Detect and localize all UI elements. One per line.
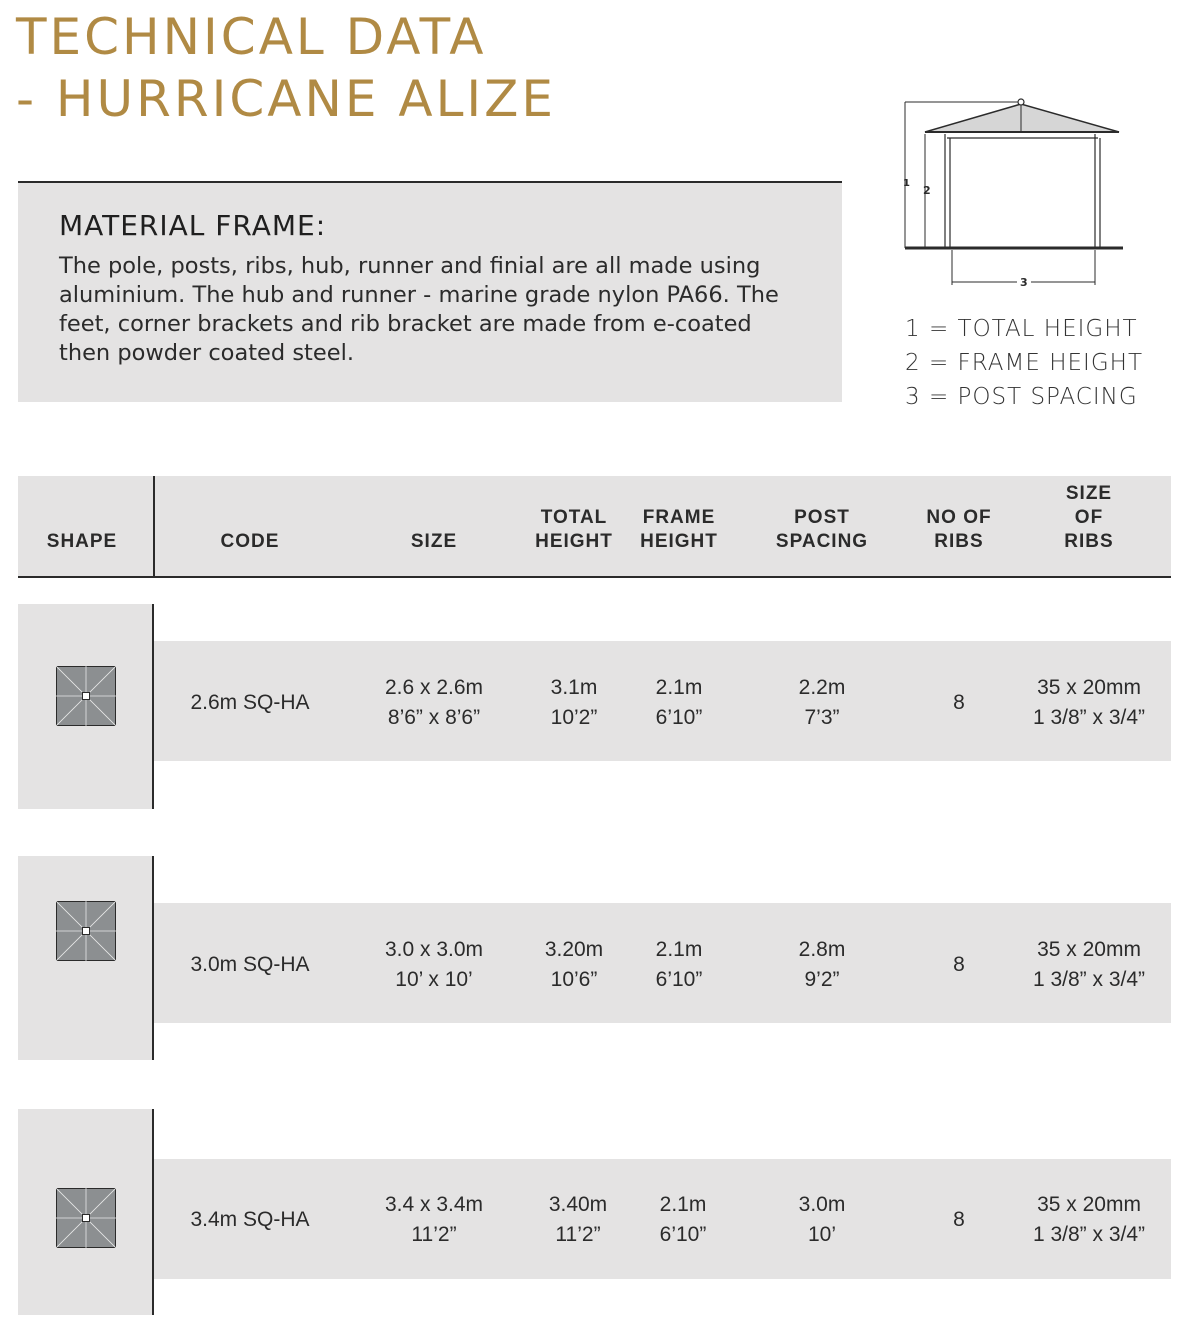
post-spacing-metric: 3.0m — [798, 1193, 846, 1216]
material-description: The pole, posts, ribs, hub, runner and finial are all made using aluminium. The hub and runner - marine grade nylon PA66. The feet, corner brackets and rib bracket are made from e-coated then powder coated steel. — [59, 253, 779, 366]
shape-cell — [18, 856, 154, 1060]
post-spacing-cell — [799, 673, 846, 733]
table-row — [18, 856, 1171, 1060]
square-canopy-icon — [56, 1188, 116, 1248]
post-spacing-metric: 2.8m — [798, 938, 846, 961]
table-row — [18, 604, 1171, 809]
rib-size-imperial: 1 3/8” x 3/4” — [1032, 968, 1146, 991]
rib-size-metric: 35 x 20mm — [1037, 1193, 1141, 1216]
frame-height-cell — [656, 673, 703, 733]
title-line-1: TECHNICAL DATA — [16, 8, 487, 66]
total-height-cell — [545, 935, 603, 995]
frame-height-metric: 2.1m — [655, 938, 703, 961]
shape-cell — [18, 1109, 154, 1315]
size-cell — [385, 935, 483, 995]
legend-item-frame-height: 2 = FRAME HEIGHT — [905, 350, 1144, 376]
size-cell — [385, 673, 483, 733]
post-spacing-cell — [799, 1190, 846, 1250]
ribs-count-cell: 8 — [953, 1208, 965, 1231]
header-post-spacing: POST SPACING — [775, 507, 869, 552]
rib-size-cell — [1033, 935, 1145, 995]
post-spacing-metric: 2.2m — [798, 676, 846, 699]
total-height-imperial: 11’2” — [555, 1223, 601, 1246]
header-no-of-ribs: NO OF RIBS — [926, 507, 992, 552]
total-height-metric: 3.20m — [544, 938, 604, 961]
total-height-cell — [551, 673, 598, 733]
frame-height-metric: 2.1m — [659, 1193, 707, 1216]
size-imperial: 8’6” x 8’6” — [387, 706, 481, 729]
legend-item-post-spacing: 3 = POST SPACING — [905, 384, 1138, 410]
size-imperial: 10’ x 10’ — [395, 968, 473, 991]
diagram-label-1: 1 — [903, 178, 910, 189]
post-spacing-imperial: 9’2” — [804, 968, 840, 991]
size-metric: 3.0 x 3.0m — [384, 938, 484, 961]
gazebo-dimension-diagram — [895, 92, 1135, 292]
post-spacing-cell — [799, 935, 846, 995]
header-shape: SHAPE — [46, 531, 118, 552]
rib-size-imperial: 1 3/8” x 3/4” — [1032, 706, 1146, 729]
total-height-metric: 3.1m — [550, 676, 598, 699]
frame-height-metric: 2.1m — [655, 676, 703, 699]
rib-size-metric: 35 x 20mm — [1037, 676, 1141, 699]
frame-height-imperial: 6’10” — [659, 1223, 707, 1246]
size-cell — [385, 1190, 483, 1250]
header-divider — [153, 476, 155, 576]
frame-height-cell — [660, 1190, 707, 1250]
ribs-count-cell: 8 — [953, 691, 965, 714]
table-header — [18, 476, 1171, 578]
total-height-imperial: 10’6” — [550, 968, 598, 991]
size-metric: 3.4 x 3.4m — [384, 1193, 484, 1216]
diagram-label-3: 3 — [1020, 276, 1028, 289]
code-cell: 2.6m SQ-HA — [190, 691, 310, 714]
header-size-of-ribs: SIZE OF RIBS — [1064, 483, 1114, 552]
table-row — [18, 1109, 1171, 1315]
code-cell: 3.4m SQ-HA — [190, 1208, 310, 1231]
rib-size-cell — [1033, 673, 1145, 733]
header-total-height: TOTAL HEIGHT — [535, 507, 613, 552]
square-canopy-icon — [56, 666, 116, 726]
ribs-count-cell: 8 — [953, 953, 965, 976]
frame-height-imperial: 6’10” — [655, 706, 703, 729]
frame-height-cell — [656, 935, 703, 995]
rib-size-cell — [1033, 1190, 1145, 1250]
diagram-label-2: 2 — [923, 184, 931, 197]
title-line-2: - HURRICANE ALIZE — [16, 70, 557, 128]
frame-height-imperial: 6’10” — [655, 968, 703, 991]
page-title — [16, 6, 556, 130]
post-spacing-imperial: 10’ — [807, 1223, 837, 1246]
total-height-cell — [549, 1190, 607, 1250]
shape-cell — [18, 604, 154, 809]
header-size: SIZE — [410, 531, 458, 552]
rib-size-metric: 35 x 20mm — [1037, 938, 1141, 961]
total-height-imperial: 10’2” — [550, 706, 598, 729]
legend-item-total-height: 1 = TOTAL HEIGHT — [905, 316, 1138, 342]
post-spacing-imperial: 7’3” — [804, 706, 840, 729]
material-heading: MATERIAL FRAME: — [59, 209, 327, 242]
material-frame-panel — [18, 181, 842, 402]
rib-size-imperial: 1 3/8” x 3/4” — [1032, 1223, 1146, 1246]
header-code: CODE — [220, 531, 280, 552]
diagram-legend — [905, 312, 1143, 414]
size-imperial: 11’2” — [411, 1223, 457, 1246]
total-height-metric: 3.40m — [548, 1193, 608, 1216]
square-canopy-icon — [56, 901, 116, 961]
code-cell: 3.0m SQ-HA — [190, 953, 310, 976]
header-frame-height: FRAME HEIGHT — [640, 507, 718, 552]
size-metric: 2.6 x 2.6m — [384, 676, 484, 699]
